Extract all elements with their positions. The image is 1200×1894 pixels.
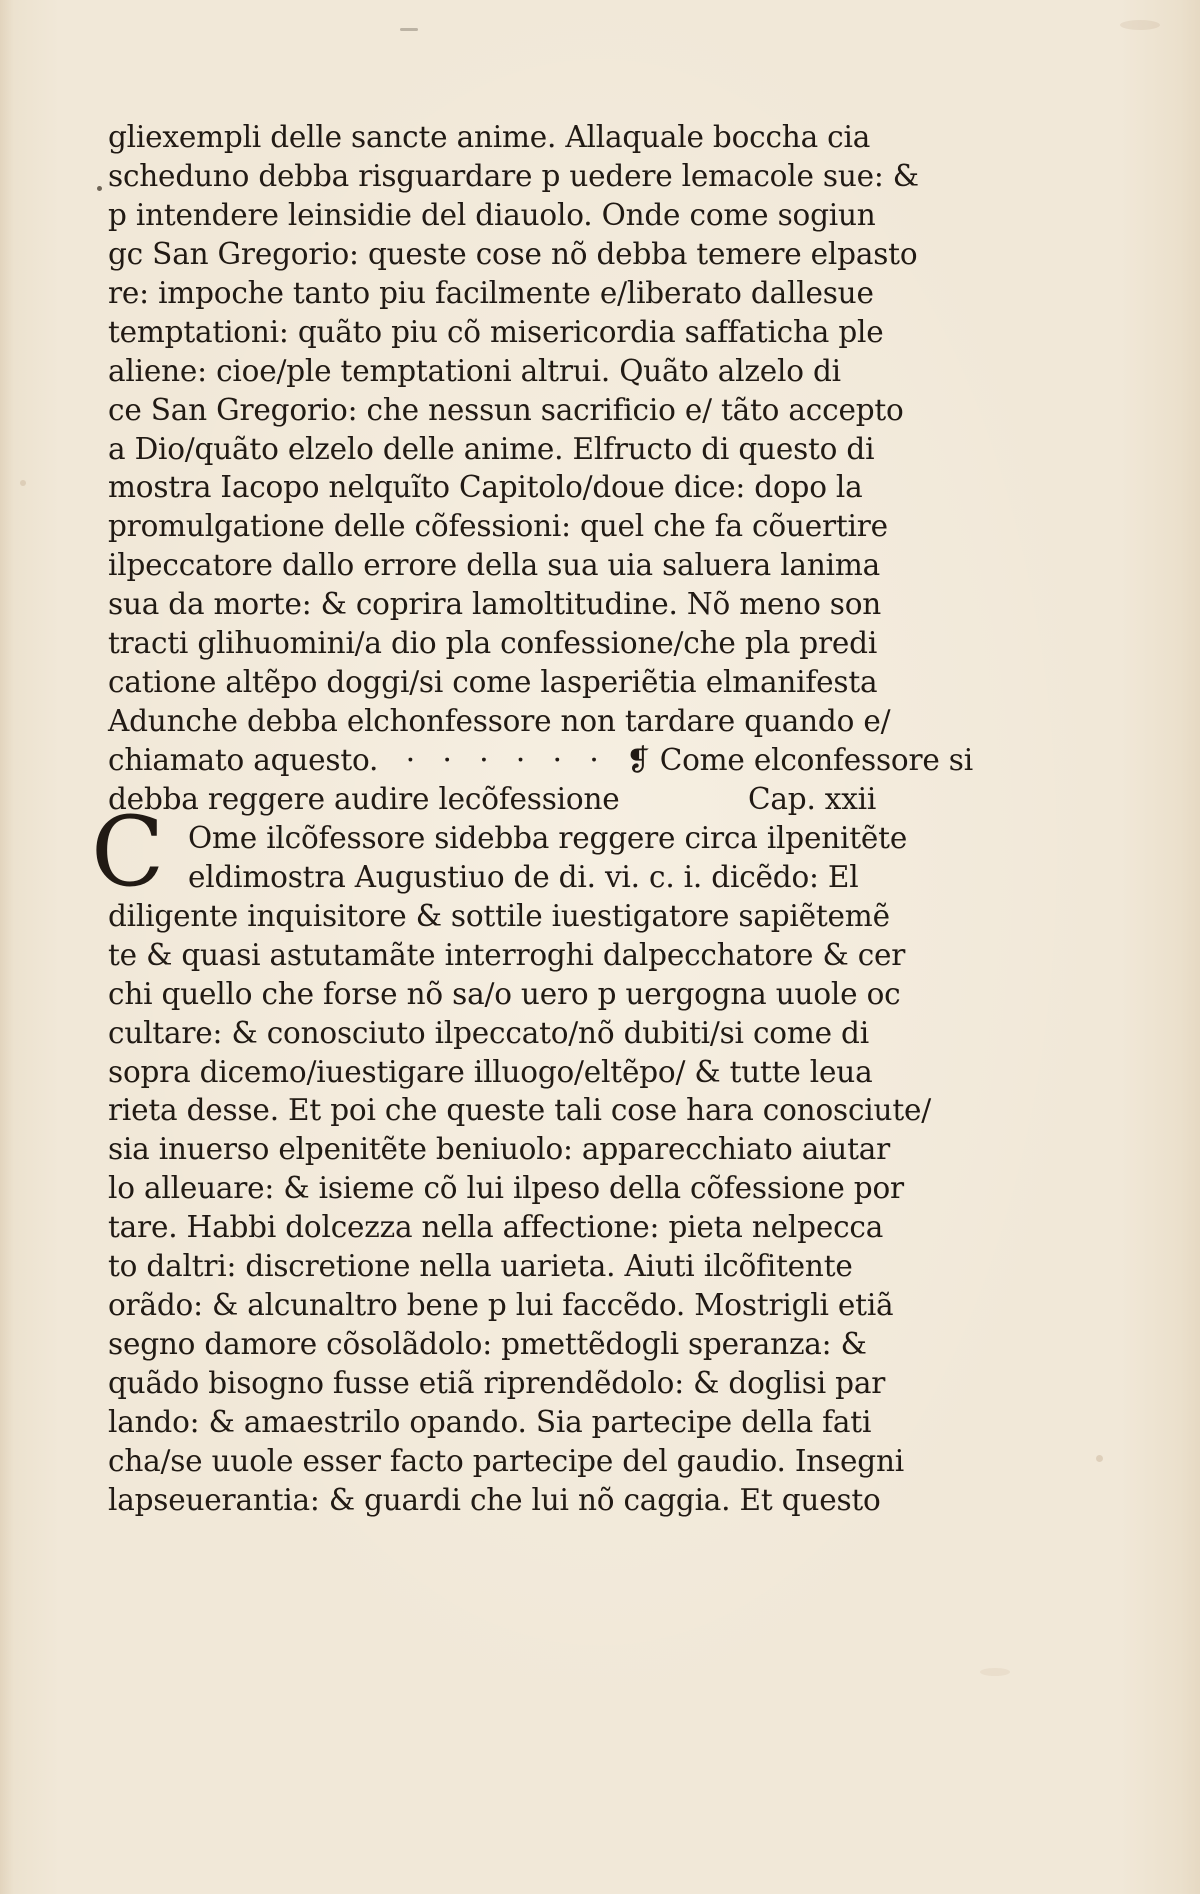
text-line: sia inuerso elpenitẽte beniuolo: apparecchiato aiutar <box>108 1132 891 1167</box>
initial-letter: C <box>91 796 165 908</box>
text-line: promulgatione delle cõfessioni: quel che fa cõuertire <box>108 509 888 544</box>
chapter-heading: debba reggere audire lecõfessione Cap. xxii <box>108 781 877 816</box>
text-line: orãdo: & alcunaltro bene p lui faccẽdo. Mostrigli etiã <box>108 1288 894 1323</box>
text-line: lapseuerantia: & guardi che lui nõ caggia. Et questo <box>108 1482 881 1517</box>
text-line: ce San Gregorio: che nessun sacrificio e/ tãto accepto <box>108 392 904 427</box>
paragraph-top <box>108 118 1108 819</box>
text-line: aliene: cioe/ple temptationi altrui. Quãto alzelo di <box>108 353 841 388</box>
text-line: cultare: & conosciuto ilpeccato/nõ dubiti/si come di <box>108 1015 869 1050</box>
text-line: mostra Iacopo nelquĩto Capitolo/doue dice: dopo la <box>108 470 863 505</box>
text-line: cha/se uuole esser facto partecipe del gaudio. Insegni <box>108 1443 905 1478</box>
text-line: re: impoche tanto piu facilmente e/liberato dallesue <box>108 275 874 310</box>
text-line: catione altẽpo doggi/si come lasperiẽtia elmanifesta <box>108 665 878 700</box>
text-line: tare. Habbi dolcezza nella affectione: pieta nelpecca <box>108 1210 884 1245</box>
text-block <box>91 118 1108 1520</box>
text-line: lando: & amaestrilo opando. Sia partecipe della fati <box>108 1404 872 1439</box>
margin-mark <box>97 186 102 191</box>
text-line: ilpeccatore dallo errore della sua uia saluera lanima <box>108 548 881 583</box>
text-line: lo alleuare: & isieme cõ lui ilpeso della cõfessione por <box>108 1171 904 1206</box>
paper-stain <box>1120 20 1160 30</box>
paper-stain <box>980 1668 1010 1676</box>
paper-stain <box>20 480 26 486</box>
text-line: eldimostra Augustiuo de di. vi. c. i. dicẽdo: El <box>188 859 859 894</box>
paper-stain <box>400 28 418 31</box>
text-line: gliexempli delle sancte anime. Allaquale boccha cia <box>108 120 871 154</box>
text-line: p intendere leinsidie del diauolo. Onde come sogiun <box>108 197 876 232</box>
text-line: scheduno debba risguardare p uedere lemacole sue: & <box>108 158 919 193</box>
text-line: chi quello che forse nõ sa/o uero p uergogna uuole oc <box>108 976 901 1011</box>
text-line: sopra dicemo/iuestigare illuogo/eltẽpo/ & tutte leua <box>108 1054 873 1089</box>
text-line: chiamato aquesto. · · · · · · ❡ Come elconfessore si <box>108 743 973 777</box>
text-line: Ome ilcõfessore sidebba reggere circa ilpenitẽte <box>188 820 908 855</box>
text-line: tracti glihuomini/a dio pla confessione/che pla predi <box>108 626 878 661</box>
text-line: to daltri: discretione nella uarieta. Aiuti ilcõfitente <box>108 1249 853 1284</box>
text-line: segno damore cõsolãdolo: pmettẽdogli speranza: & <box>108 1327 867 1362</box>
text-line: temptationi: quãto piu cõ misericordia saffaticha ple <box>108 314 884 349</box>
paragraph-bottom <box>108 897 1108 1520</box>
text-line: Adunche debba elchonfessore non tardare quando e/ <box>108 704 891 739</box>
text-line: quãdo bisogno fusse etiã riprendẽdolo: & doglisi par <box>108 1366 886 1400</box>
text-line: rieta desse. Et poi che queste tali cose hara conosciute/ <box>108 1093 931 1128</box>
text-line: diligente inquisitore & sottile iuestigatore sapiẽtemẽ <box>108 898 890 933</box>
text-line: sua da morte: & coprira lamoltitudine. Nõ meno son <box>108 587 882 622</box>
text-line: a Dio/quãto elzelo delle anime. Elfructo di questo di <box>108 431 875 466</box>
text-line: te & quasi astutamãte interroghi dalpecchatore & cer <box>108 937 906 972</box>
text-line: gc San Gregorio: queste cose nõ debba temere elpasto <box>108 236 918 271</box>
paragraph-initial <box>108 819 1108 897</box>
